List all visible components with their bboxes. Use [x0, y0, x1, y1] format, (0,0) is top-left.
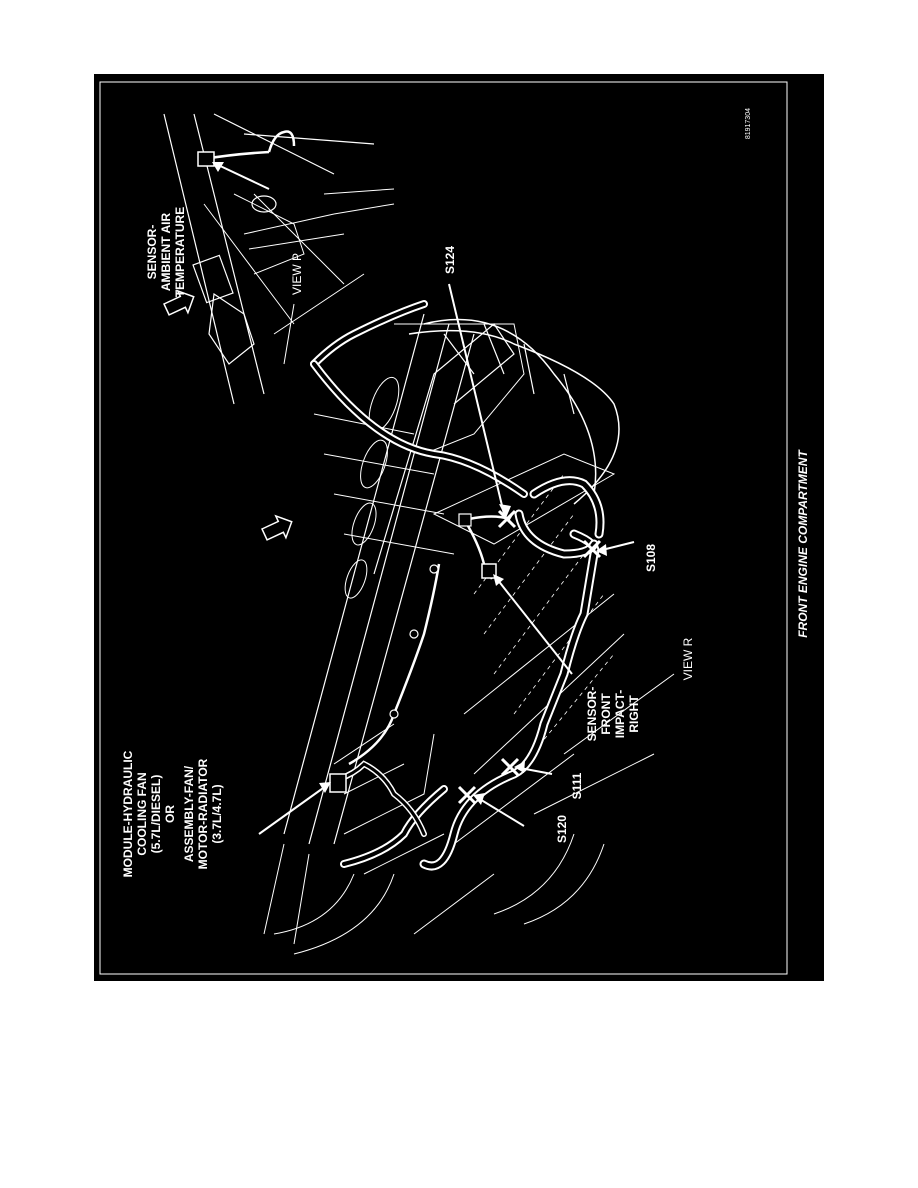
svg-text:OR: OR: [163, 805, 177, 823]
harness-clip: [459, 514, 471, 526]
svg-text:(3.7L/4.7L): (3.7L/4.7L): [210, 784, 224, 844]
ambient-sensor-label: [145, 207, 187, 297]
harness-clip: [390, 710, 398, 718]
splice-label-s120: S120: [555, 814, 569, 844]
svg-text:FRONT: FRONT: [599, 693, 613, 735]
svg-text:TEMPERATURE: TEMPERATURE: [173, 206, 187, 298]
diagram-canvas: [94, 74, 824, 981]
cooling-fan-leader: [259, 786, 326, 834]
svg-text:(5.7L/DIESEL): (5.7L/DIESEL): [149, 774, 163, 854]
cooling-fan-module-label: [121, 750, 224, 877]
figure-id: 81917304: [745, 108, 752, 140]
svg-text:SENSOR-: SENSOR-: [585, 686, 599, 742]
svg-text:RIGHT: RIGHT: [627, 695, 641, 733]
view-p-illustration: [164, 114, 394, 404]
svg-text:COOLING FAN: COOLING FAN: [135, 772, 149, 856]
splice-label-s124: S124: [443, 245, 457, 275]
s120-leader: [478, 798, 524, 826]
svg-text:ASSEMBLY-FAN/: ASSEMBLY-FAN/: [182, 765, 196, 863]
ambient-air-temp-sensor-connector: [198, 152, 214, 166]
harness-clip: [430, 565, 438, 573]
impact-sensor-leader: [497, 579, 572, 674]
impact-sensor-label: [585, 687, 641, 742]
splice-label-s111: S111: [570, 772, 584, 800]
arrowhead: [319, 782, 331, 793]
view-r-label: VIEW R: [681, 637, 695, 681]
diagram-figure: [94, 74, 824, 981]
ambient-sensor-leader: [216, 164, 269, 189]
s108-leader: [602, 542, 634, 550]
splice-label-s108: S108: [644, 543, 658, 573]
svg-text:MODULE-HYDRAULIC: MODULE-HYDRAULIC: [121, 750, 135, 878]
s124-leader: [449, 284, 504, 514]
svg-text:AMBIENT AIR: AMBIENT AIR: [159, 212, 173, 292]
view-p-label: VIEW P: [290, 252, 304, 296]
svg-text:IMPACT-: IMPACT-: [613, 689, 627, 739]
cooling-fan-module-connector: [330, 774, 346, 792]
diagram-title: FRONT ENGINE COMPARTMENT: [796, 450, 810, 638]
direction-arrow-icon: [259, 511, 296, 545]
svg-text:SENSOR-: SENSOR-: [145, 224, 159, 280]
harness-clip: [410, 630, 418, 638]
view-r-illustration: [264, 304, 674, 954]
svg-text:MOTOR-RADIATOR: MOTOR-RADIATOR: [196, 758, 210, 870]
